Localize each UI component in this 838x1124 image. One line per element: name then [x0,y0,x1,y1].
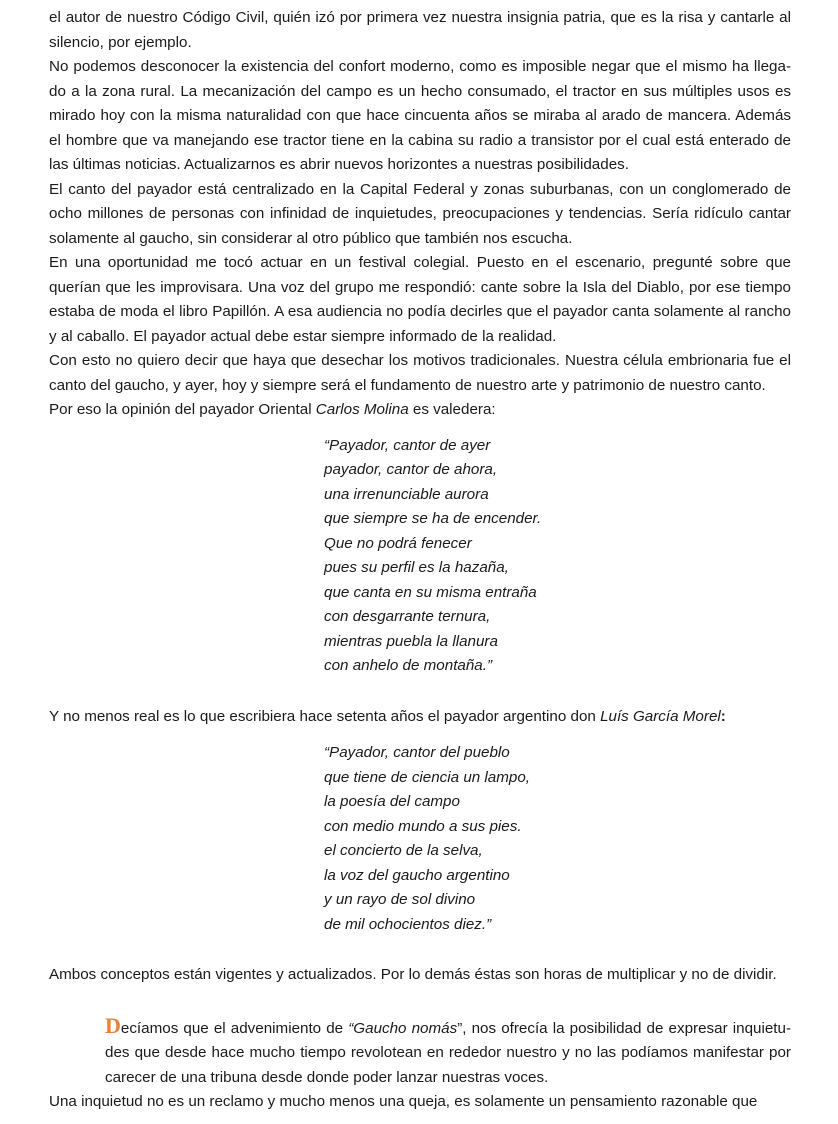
document-page [49,6,791,1115]
poem-line: con desgarrante ternura, [324,608,491,625]
poem-line: mientras puebla la llanura [324,632,498,650]
paragraph-inquietud: Una inquietud no es un reclamo y mucho menos una queja, es solamente un pensamiento razonable que [49,1093,758,1110]
poem-line: y un rayo de sol divino [324,891,476,908]
poem-garcia-morel [324,741,791,937]
paragraph-motivos-tradicionales: Con esto no quiero decir que haya que desechar los motivos tradicionales. Nuestra célula embrionaria fue el canto del gaucho, y ayer, hoy y siempre será el fundamento de nuestro arte y patrimonio de nuestro canto. [49,352,791,394]
poem-line: que canta en su misma entraña [324,583,537,601]
poem-line: la poesía del campo [324,793,460,810]
text: Y no menos real es lo que escribiera hace setenta años el payador argentino don [49,707,601,725]
paragraph-garcia-morel [49,705,791,730]
poem-line: pues su perfil es la hazaña, [324,559,509,576]
text: : [720,707,726,725]
paragraph-opinion-molina [49,398,791,423]
poem-line: de mil ochocientos diez.” [324,915,492,933]
poem-line: que siempre se ha de encender. [324,510,542,527]
paragraph-ambos-conceptos: Ambos conceptos están vigentes y actualizados. Por lo demás éstas son horas de multiplicar y no de dividir. [49,966,777,983]
drop-cap: D [105,1012,121,1038]
poem-line: que tiene de ciencia un lampo, [324,768,531,786]
poem-line: con medio mundo a sus pies. [324,817,522,835]
poem-molina [324,434,791,679]
author-name: Carlos Molina [315,401,409,418]
poem-line: payador, cantor de ahora, [324,461,498,478]
paragraph-canto-payador: El canto del payador está centralizado en la Capital Federal y zonas suburbanas, con un conglomerado de ocho millones de personas con infinidad de inquietudes, preocupaciones y tendencias. Sería ridículo cantar solamente al gaucho, sin considerar al otro público que también nos escucha. [49,180,791,247]
publication-title: “Gaucho nomás [348,1019,458,1037]
poem-line: Que no podrá fenecer [324,534,472,552]
poem-line: “Payador, cantor del pueblo [324,744,510,761]
poem-line: “Payador, cantor de ayer [324,436,491,454]
author-name: Luís García Morel [600,707,721,725]
poem-line: con anhelo de montaña.” [324,657,493,674]
text: ”, nos ofrecía la posibilidad de expresar inquietu-des que desde hace mucho tiempo revolotean en rededor nuestro y no las podíamos manifestar por carecer de una tribuna desde donde poder lanzar nuestras voces. [105,1019,792,1086]
paragraph-codigo-civil: el autor de nuestro Código Civil, quién izó por primera vez nuestra insignia patria, que es la risa y cantarle al silencio, por ejemplo. [49,9,791,51]
poem-line: la voz del gaucho argentino [324,866,510,884]
paragraph-confort-moderno: No podemos desconocer la existencia del confort moderno, como es imposible negar que el mismo ha llega-do a la zona rural. La mecanización del campo es un hecho consumado, el tractor en sus múltiples usos es mirado hoy con la misma naturalidad con que hace cincuenta años se miraba al arado de mancera. Además el hombre que va manejando ese tractor tiene en la cabina su radio a transistor por el cual está enterado de las últimas noticias. Actualizarnos es abrir nuevos horizontes a nuestras posibilidades. [49,58,791,173]
text: Por eso la opinión del payador Oriental [49,401,316,418]
text: ecíamos que el advenimiento de [120,1019,349,1037]
poem-line: el concierto de la selva, [324,842,483,859]
paragraph-festival-colegial: En una oportunidad me tocó actuar en un festival colegial. Puesto en el escenario, pregunté sobre que querían que les improvisara. Una voz del grupo me respondió: cante sobre la Isla del Diablo, por ese tiempo estaba de moda el libro Papillón. A esa audiencia no podía decirles que el payador canta solamente al rancho y al caballo. El payador actual debe estar siempre informado de la realidad. [49,254,791,345]
poem-line: una irrenunciable aurora [324,485,489,503]
paragraph-gaucho-nomas [49,1014,791,1091]
text: es valedera: [408,401,496,418]
